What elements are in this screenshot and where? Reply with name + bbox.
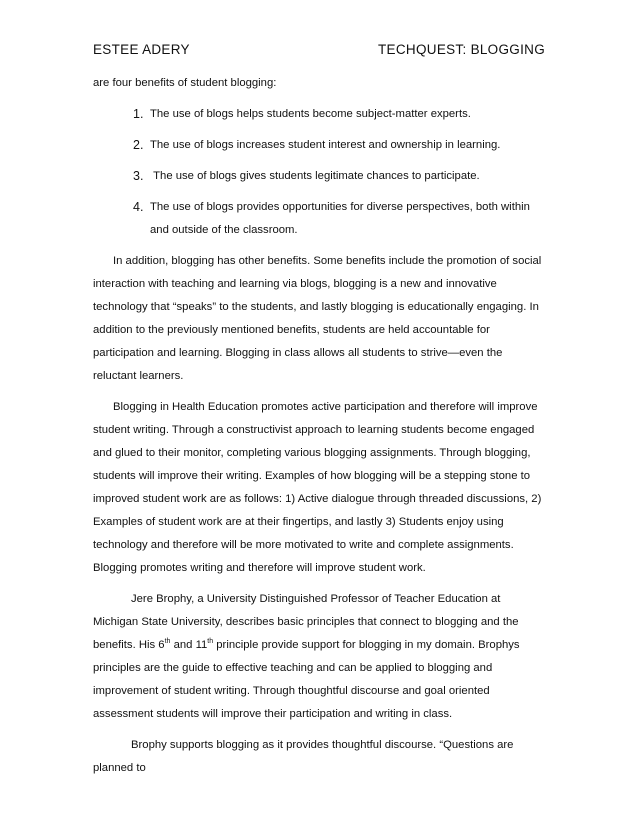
list-item <box>93 165 547 188</box>
page-header <box>93 42 545 57</box>
list-item <box>93 134 547 157</box>
list-text: The use of blogs gives students legitimate chances to participate. <box>150 170 480 182</box>
list-number: 2. <box>133 138 144 152</box>
list-text: The use of blogs increases student interest and ownership in learning. <box>150 139 501 151</box>
list-number: 3. <box>133 169 144 183</box>
paragraph-brophy-principles <box>93 588 547 726</box>
paragraph-additional-benefits: In addition, blogging has other benefits. Some benefits include the promotion of social interaction with teaching and learning via blogs, blogging is a new and innovative technology that “speaks” to the students, and lastly blogging is educationally engaging. In addition to the previously mentioned benefits, students are held accountable for participation and learning. Blogging in class allows all students to strive—even the reluctant learners. <box>93 255 542 382</box>
document-body <box>93 72 547 780</box>
intro-line: are four benefits of student blogging: <box>93 77 277 89</box>
list-text: The use of blogs helps students become subject-matter experts. <box>150 108 471 120</box>
superscript: th <box>164 638 171 646</box>
header-title: TECHQUEST: BLOGGING <box>378 42 545 57</box>
paragraph-brophy-discourse: Brophy supports blogging as it provides thoughtful discourse. “Questions are planned to <box>93 739 514 774</box>
paragraph-health-education: Blogging in Health Education promotes active participation and therefore will improve student writing. Through a constructivist approach to learning students become engaged and glued to their monitor, completing various blogging assignments. Through blogging, students will improve their writing. Examples of how blogging will be a stepping stone to improved student work are as follows: 1) Active dialogue through threaded discussions, 2) Examples of student work are at their fingertips, and lastly 3) Students enjoy using technology and therefore will be more motivated to write and complete assignments. Blogging promotes writing and therefore will improve student work. <box>93 401 542 574</box>
paragraph-text: principle provide support for blogging in my domain. Brophys principles are the guide to effective teaching and can be applied to blogging and improvement of student writing. Through thoughtful discourse and goal oriented assessment students will improve their participation and writing in class. <box>93 639 520 720</box>
list-number: 4. <box>133 200 144 214</box>
list-item <box>93 196 547 242</box>
header-author: ESTEE ADERY <box>93 42 190 57</box>
superscript: th <box>207 638 214 646</box>
benefits-list <box>93 103 547 242</box>
list-text: The use of blogs provides opportunities for diverse perspectives, both within and outside of the classroom. <box>150 201 530 236</box>
list-number: 1. <box>133 107 144 121</box>
list-item <box>93 103 547 126</box>
paragraph-text: and 11 <box>170 639 208 651</box>
paragraph-text: Jere Brophy, a University Distinguished Professor of Teacher Education at Michigan State University, describes basic principles that connect to blogging and the benefits. His 6 <box>93 593 519 651</box>
